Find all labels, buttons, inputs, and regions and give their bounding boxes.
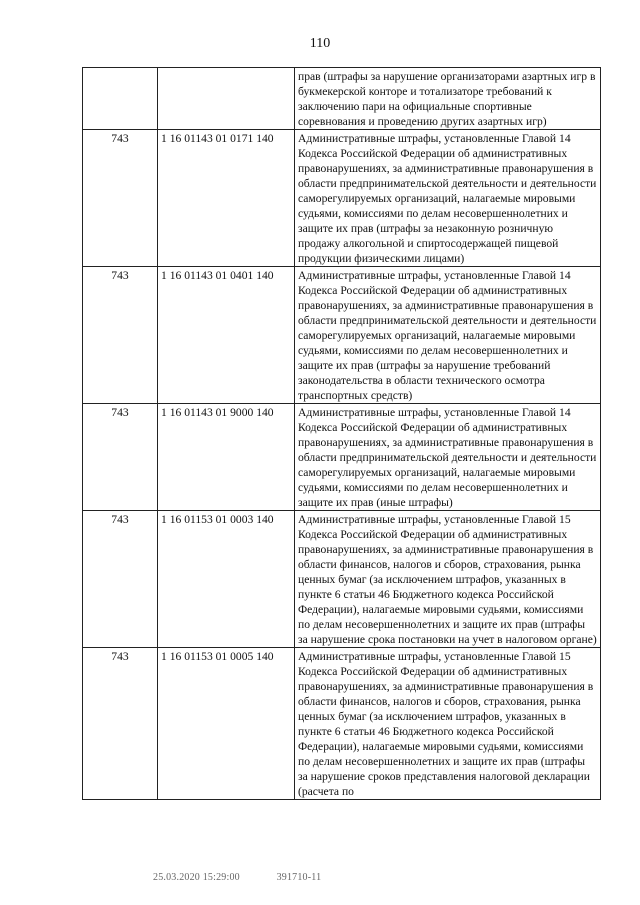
table-row	[83, 130, 601, 267]
description-cell: прав (штрафы за нарушение организаторами азартных игр в букмекерской конторе и тотализаторе требований к заключению пари на официальные спортивные соревнования и проведению других азартных игр)	[295, 68, 601, 130]
page-number: 110	[309, 36, 331, 51]
admin-code-cell: 743	[83, 648, 158, 800]
budget-code-cell: 1 16 01143 01 0171 140	[158, 130, 295, 267]
budget-code-cell: 1 16 01153 01 0005 140	[158, 648, 295, 800]
admin-code-cell: 743	[83, 130, 158, 267]
budget-code-cell: 1 16 01153 01 0003 140	[158, 511, 295, 648]
admin-code-cell: 743	[83, 404, 158, 511]
description-cell: Административные штрафы, установленные Главой 14 Кодекса Российской Федерации об административных правонарушениях, за административные правонарушения в области предпринимательской деятельности и деятельности саморегулируемых организаций, налагаемые мировыми судьями, комиссиями по делам несовершеннолетних и защите их прав (иные штрафы)	[295, 404, 601, 511]
table-row	[83, 267, 601, 404]
budget-codes-table	[82, 67, 601, 800]
admin-code-cell: 743	[83, 267, 158, 404]
footer-timestamp: 25.03.2020 15:29:00	[153, 872, 240, 883]
footer-doc-id: 391710-11	[276, 872, 322, 883]
description-cell: Административные штрафы, установленные Главой 14 Кодекса Российской Федерации об административных правонарушениях, за административные правонарушения в области предпринимательской деятельности и деятельности саморегулируемых организаций, налагаемые мировыми судьями, комиссиями по делам несовершеннолетних и защите их прав (штрафы за незаконную розничную продажу алкогольной и спиртосодержащей пищевой продукции физическими лицами)	[295, 130, 601, 267]
table-row	[83, 648, 601, 800]
table-row	[83, 511, 601, 648]
budget-code-cell: 1 16 01143 01 9000 140	[158, 404, 295, 511]
description-cell: Административные штрафы, установленные Главой 14 Кодекса Российской Федерации об административных правонарушениях, за административные правонарушения в области предпринимательской деятельности и деятельности саморегулируемых организаций, налагаемые мировыми судьями, комиссиями по делам несовершеннолетних и защите их прав (штрафы за нарушение требований законодательства в области технического осмотра транспортных средств)	[295, 267, 601, 404]
table-row	[83, 68, 601, 130]
document-footer	[153, 872, 355, 883]
table-row	[83, 404, 601, 511]
budget-code-cell	[158, 68, 295, 130]
description-cell: Административные штрафы, установленные Главой 15 Кодекса Российской Федерации об административных правонарушениях, за административные правонарушения в области финансов, налогов и сборов, страхования, рынка ценных бумаг (за исключением штрафов, указанных в пункте 6 статьи 46 Бюджетного кодекса Российской Федерации), налагаемые мировыми судьями, комиссиями по делам несовершеннолетних и защите их прав (штрафы за нарушение срока постановки на учет в налоговом органе)	[295, 511, 601, 648]
admin-code-cell: 743	[83, 511, 158, 648]
description-cell: Административные штрафы, установленные Главой 15 Кодекса Российской Федерации об административных правонарушениях, за административные правонарушения в области финансов, налогов и сборов, страхования, рынка ценных бумаг (за исключением штрафов, указанных в пункте 6 статьи 46 Бюджетного кодекса Российской Федерации), налагаемые мировыми судьями, комиссиями по делам несовершеннолетних и защите их прав (штрафы за нарушение сроков представления налоговой декларации (расчета по	[295, 648, 601, 800]
budget-code-cell: 1 16 01143 01 0401 140	[158, 267, 295, 404]
admin-code-cell	[83, 68, 158, 130]
